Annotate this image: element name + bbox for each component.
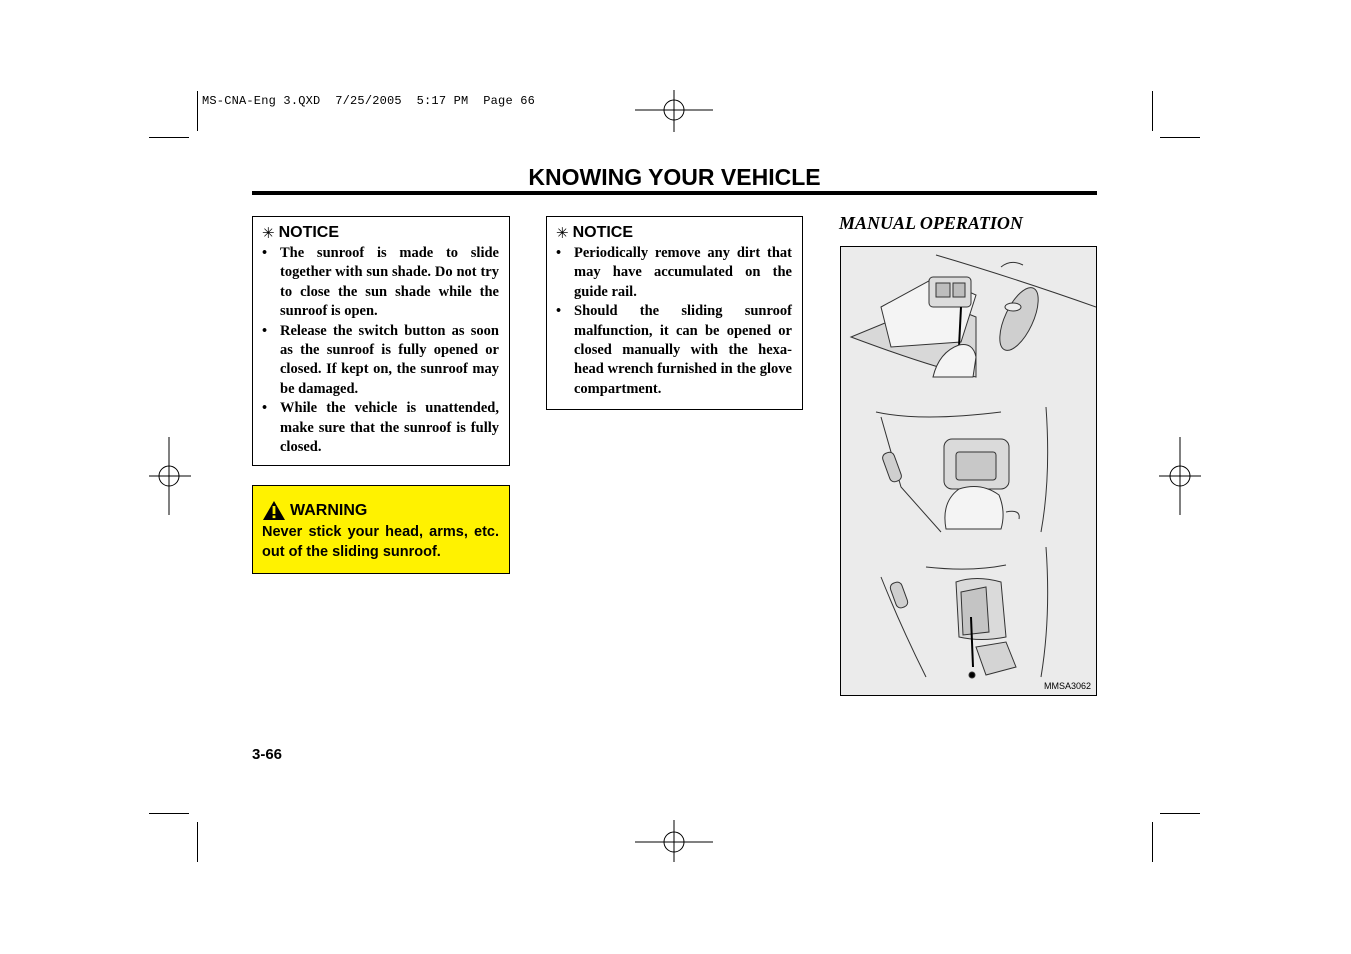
registration-mark-right	[1155, 435, 1205, 517]
registration-mark-bottom	[630, 820, 720, 870]
print-slug: MS-CNA-Eng 3.QXD 7/25/2005 5:17 PM Page 66	[202, 94, 536, 108]
sunroof-manual-operation-illustration	[841, 247, 1096, 695]
notice-star-icon: ✳	[556, 225, 569, 242]
notice-list	[556, 244, 792, 399]
notice-box-left	[252, 216, 510, 466]
section-heading: MANUAL OPERATION	[839, 213, 1023, 233]
notice-heading-label: NOTICE	[572, 224, 634, 241]
page-number: 3-66	[252, 746, 283, 763]
notice-list	[262, 244, 499, 457]
notice-heading	[556, 224, 792, 242]
notice-item: • Release the switch button as soon as the sunroof is fully opened or closed. If kept on, the sunroof may be damaged.	[262, 322, 499, 400]
warning-box	[252, 485, 510, 574]
page-title: KNOWING YOUR VEHICLE	[528, 164, 821, 190]
notice-heading-label: NOTICE	[278, 224, 340, 241]
notice-item: • Should the sliding sunroof malfunction, it can be opened or closed manually with the hexa-head wrench furnished in the glove compartment.	[556, 302, 792, 399]
notice-item: • Periodically remove any dirt that may have accumulated on the guide rail.	[556, 244, 792, 302]
warning-heading	[262, 500, 499, 521]
warning-heading-label: WARNING	[290, 501, 368, 519]
figure-code: MMSA3062	[1043, 681, 1091, 691]
notice-item: • While the vehicle is unattended, make sure that the sunroof is fully closed.	[262, 399, 499, 457]
warning-text: Never stick your head, arms, etc. out of the sliding sunroof.	[262, 524, 499, 560]
notice-item: • The sunroof is made to slide together with sun shade. Do not try to close the sun shade while the sunroof is open.	[262, 244, 499, 322]
warning-triangle-icon	[262, 500, 286, 521]
panel-overhead-console	[851, 255, 1096, 377]
panel-insert-wrench	[881, 547, 1048, 678]
registration-mark-top	[630, 90, 720, 140]
title-rule	[252, 191, 1097, 195]
panel-open-cover	[876, 407, 1048, 532]
registration-mark-left	[145, 435, 195, 517]
illustration-figure	[840, 246, 1097, 696]
notice-star-icon: ✳	[262, 225, 275, 242]
notice-box-middle	[546, 216, 803, 410]
notice-heading	[262, 224, 499, 242]
